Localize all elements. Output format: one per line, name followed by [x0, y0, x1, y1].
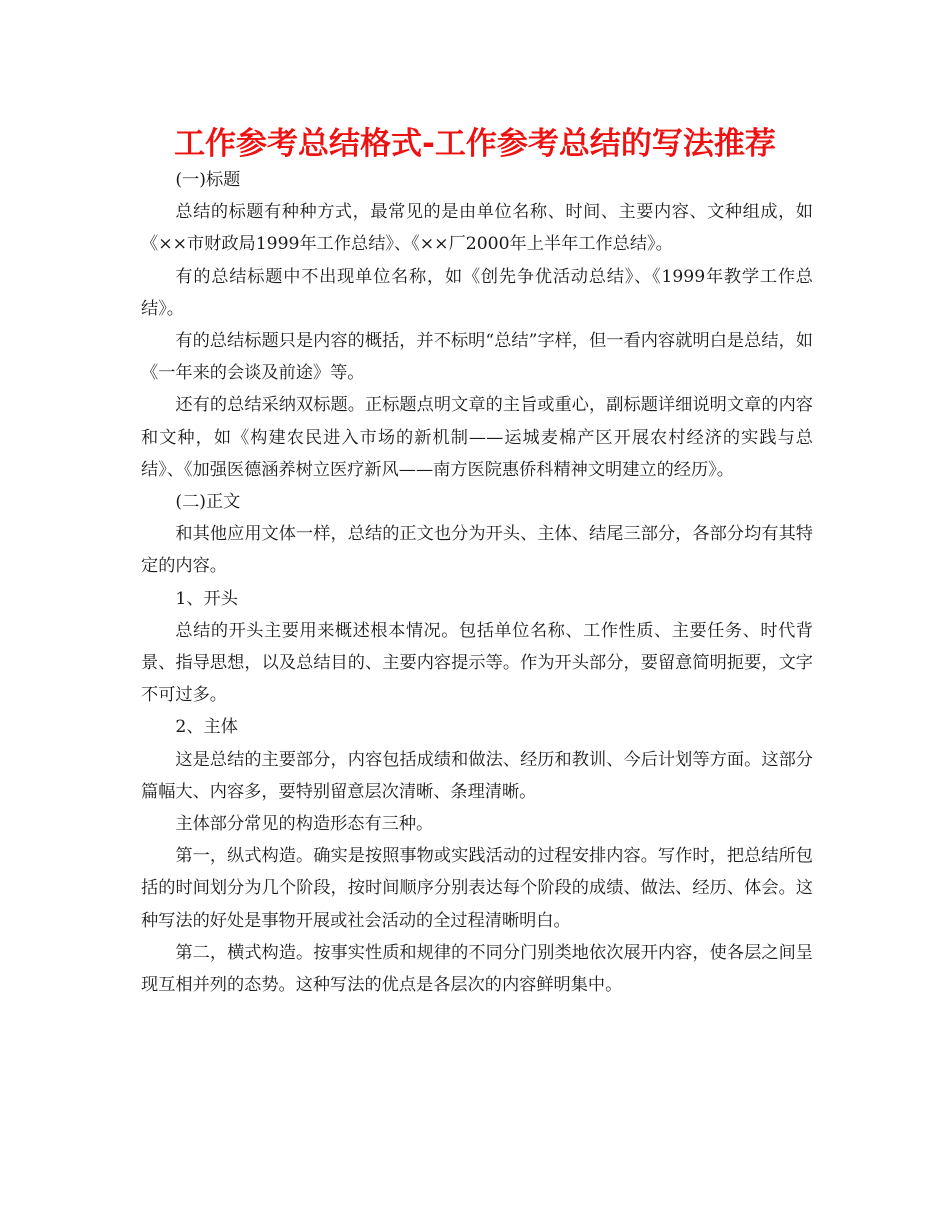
paragraph: 主体部分常见的构造形态有三种。: [175, 814, 434, 835]
paragraph: 总结的开头主要用来概述根本情况。包括单位名称、工作性质、主要任务、时代背景、指导思想，以及总结目的、主要内容提示等。作为开头部分，要留意简明扼要，文字不可过多。: [141, 620, 813, 706]
paragraph: 和其他应用文体一样，总结的正文也分为开头、主体、结尾三部分，各部分均有其特定的内容。: [141, 524, 813, 577]
document-body: [141, 164, 813, 1001]
paragraph: 第一，纵式构造。确实是按照事物或实践活动的过程安排内容。写作时，把总结所包括的时间划分为几个阶段，按时间顺序分别表达每个阶段的成绩、做法、经历、体会。这种写法的好处是事物开展或社会活动的全过程清晰明白。: [141, 846, 813, 931]
subheading-main-body: 2、主体: [175, 717, 238, 738]
subheading-opening: 1、开头: [175, 588, 238, 609]
paragraph: 总结的标题有种种方式，最常见的是由单位名称、时间、主要内容、文种组成，如《××市财政局1999年工作总结》、《××厂2000年上半年工作总结》。: [141, 202, 813, 255]
section-heading-body: (二)正文: [175, 492, 241, 513]
paragraph: 有的总结标题只是内容的概括，并不标明“总结”字样，但一看内容就明白是总结，如《一年来的会谈及前途》等。: [141, 331, 813, 384]
paragraph: 这是总结的主要部分，内容包括成绩和做法、经历和教训、今后计划等方面。这部分篇幅大、内容多，要特别留意层次清晰、条理清晰。: [141, 749, 813, 802]
section-heading-title: (一)标题: [175, 170, 241, 190]
paragraph: 有的总结标题中不出现单位名称，如《创先争优活动总结》、《1999年教学工作总结》。: [141, 266, 813, 319]
paragraph: 第二，横式构造。按事实性质和规律的不同分门别类地依次展开内容，使各层之间呈现互相并列的态势。这种写法的优点是各层次的内容鲜明集中。: [141, 942, 813, 996]
paragraph: 还有的总结采纳双标题。正标题点明文章的主旨或重心，副标题详细说明文章的内容和文种，如《构建农民进入市场的新机制——运城麦棉产区开展农村经济的实践与总结》、《加强医德涵养树立医疗新风——南方医院惠侨科精神文明建立的经历》。: [141, 395, 813, 480]
document-title: 工作参考总结格式-工作参考总结的写法推荐: [174, 126, 776, 162]
